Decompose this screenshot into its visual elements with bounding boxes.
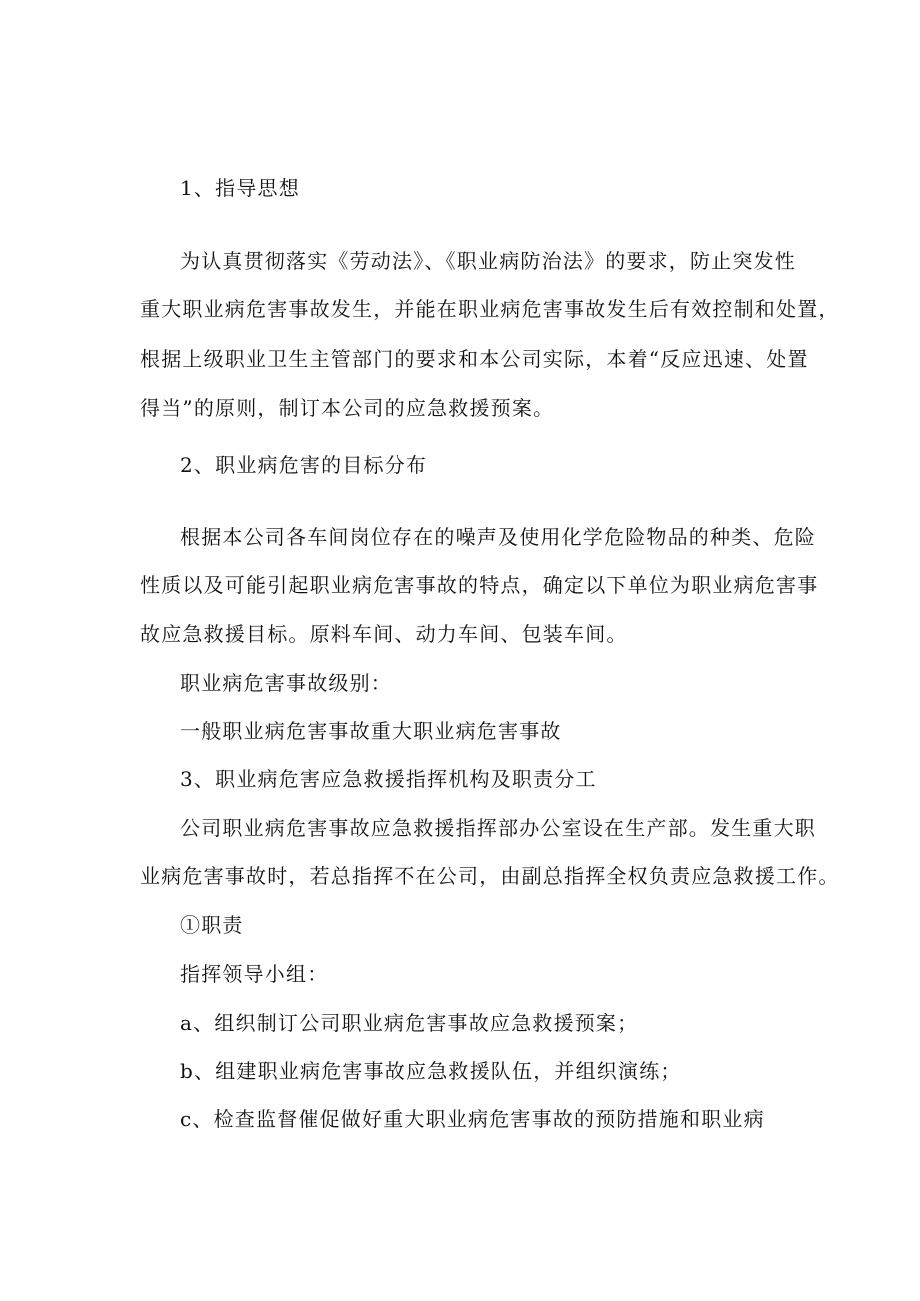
paragraph-line: 为认真贯彻落实《劳动法》、《职业病防治法》的要求，防止突发性 [180, 249, 796, 273]
duty-item-c: c、检查监督催促做好重大职业病危害事故的预防措施和职业病 [180, 1107, 765, 1131]
paragraph-line: 性质以及可能引起职业病危害事故的特点，确定以下单位为职业病危害事 [140, 573, 819, 597]
section-heading-target-distribution: 2、职业病危害的目标分布 [180, 453, 428, 477]
paragraph-line: 故应急救援目标。原料车间、动力车间、包装车间。 [140, 622, 628, 646]
accident-levels-text: 一般职业病危害事故重大职业病危害事故 [180, 719, 562, 743]
accident-level-label: 职业病危害事故级别： [180, 671, 392, 695]
paragraph-line: 得当”的原则，制订本公司的应急救援预案。 [140, 396, 555, 420]
paragraph-line: 公司职业病危害事故应急救援指挥部办公室设在生产部。发生重大职 [180, 816, 816, 840]
paragraph-line: 根据上级职业卫生主管部门的要求和本公司实际，本着“反应迅速、处置 [140, 347, 809, 371]
paragraph-line: 重大职业病危害事故发生，并能在职业病危害事故发生后有效控制和处置， [140, 297, 840, 321]
section-heading-guiding-ideology: 1、指导思想 [180, 176, 300, 200]
duty-heading: ①职责 [180, 913, 244, 937]
section-heading-command-structure: 3、职业病危害应急救援指挥机构及职责分工 [180, 767, 597, 791]
paragraph-line: 根据本公司各车间岗位存在的噪声及使用化学危险物品的种类、危险 [180, 525, 816, 549]
duty-item-b: b、组建职业病危害事故应急救援队伍，并组织演练； [180, 1059, 682, 1083]
leader-group-label: 指挥领导小组： [180, 962, 329, 986]
duty-item-a: a、组织制订公司职业病危害事故应急救援预案； [180, 1011, 639, 1035]
paragraph-line: 业病危害事故时，若总指挥不在公司，由副总指挥全权负责应急救援工作。 [140, 864, 840, 888]
